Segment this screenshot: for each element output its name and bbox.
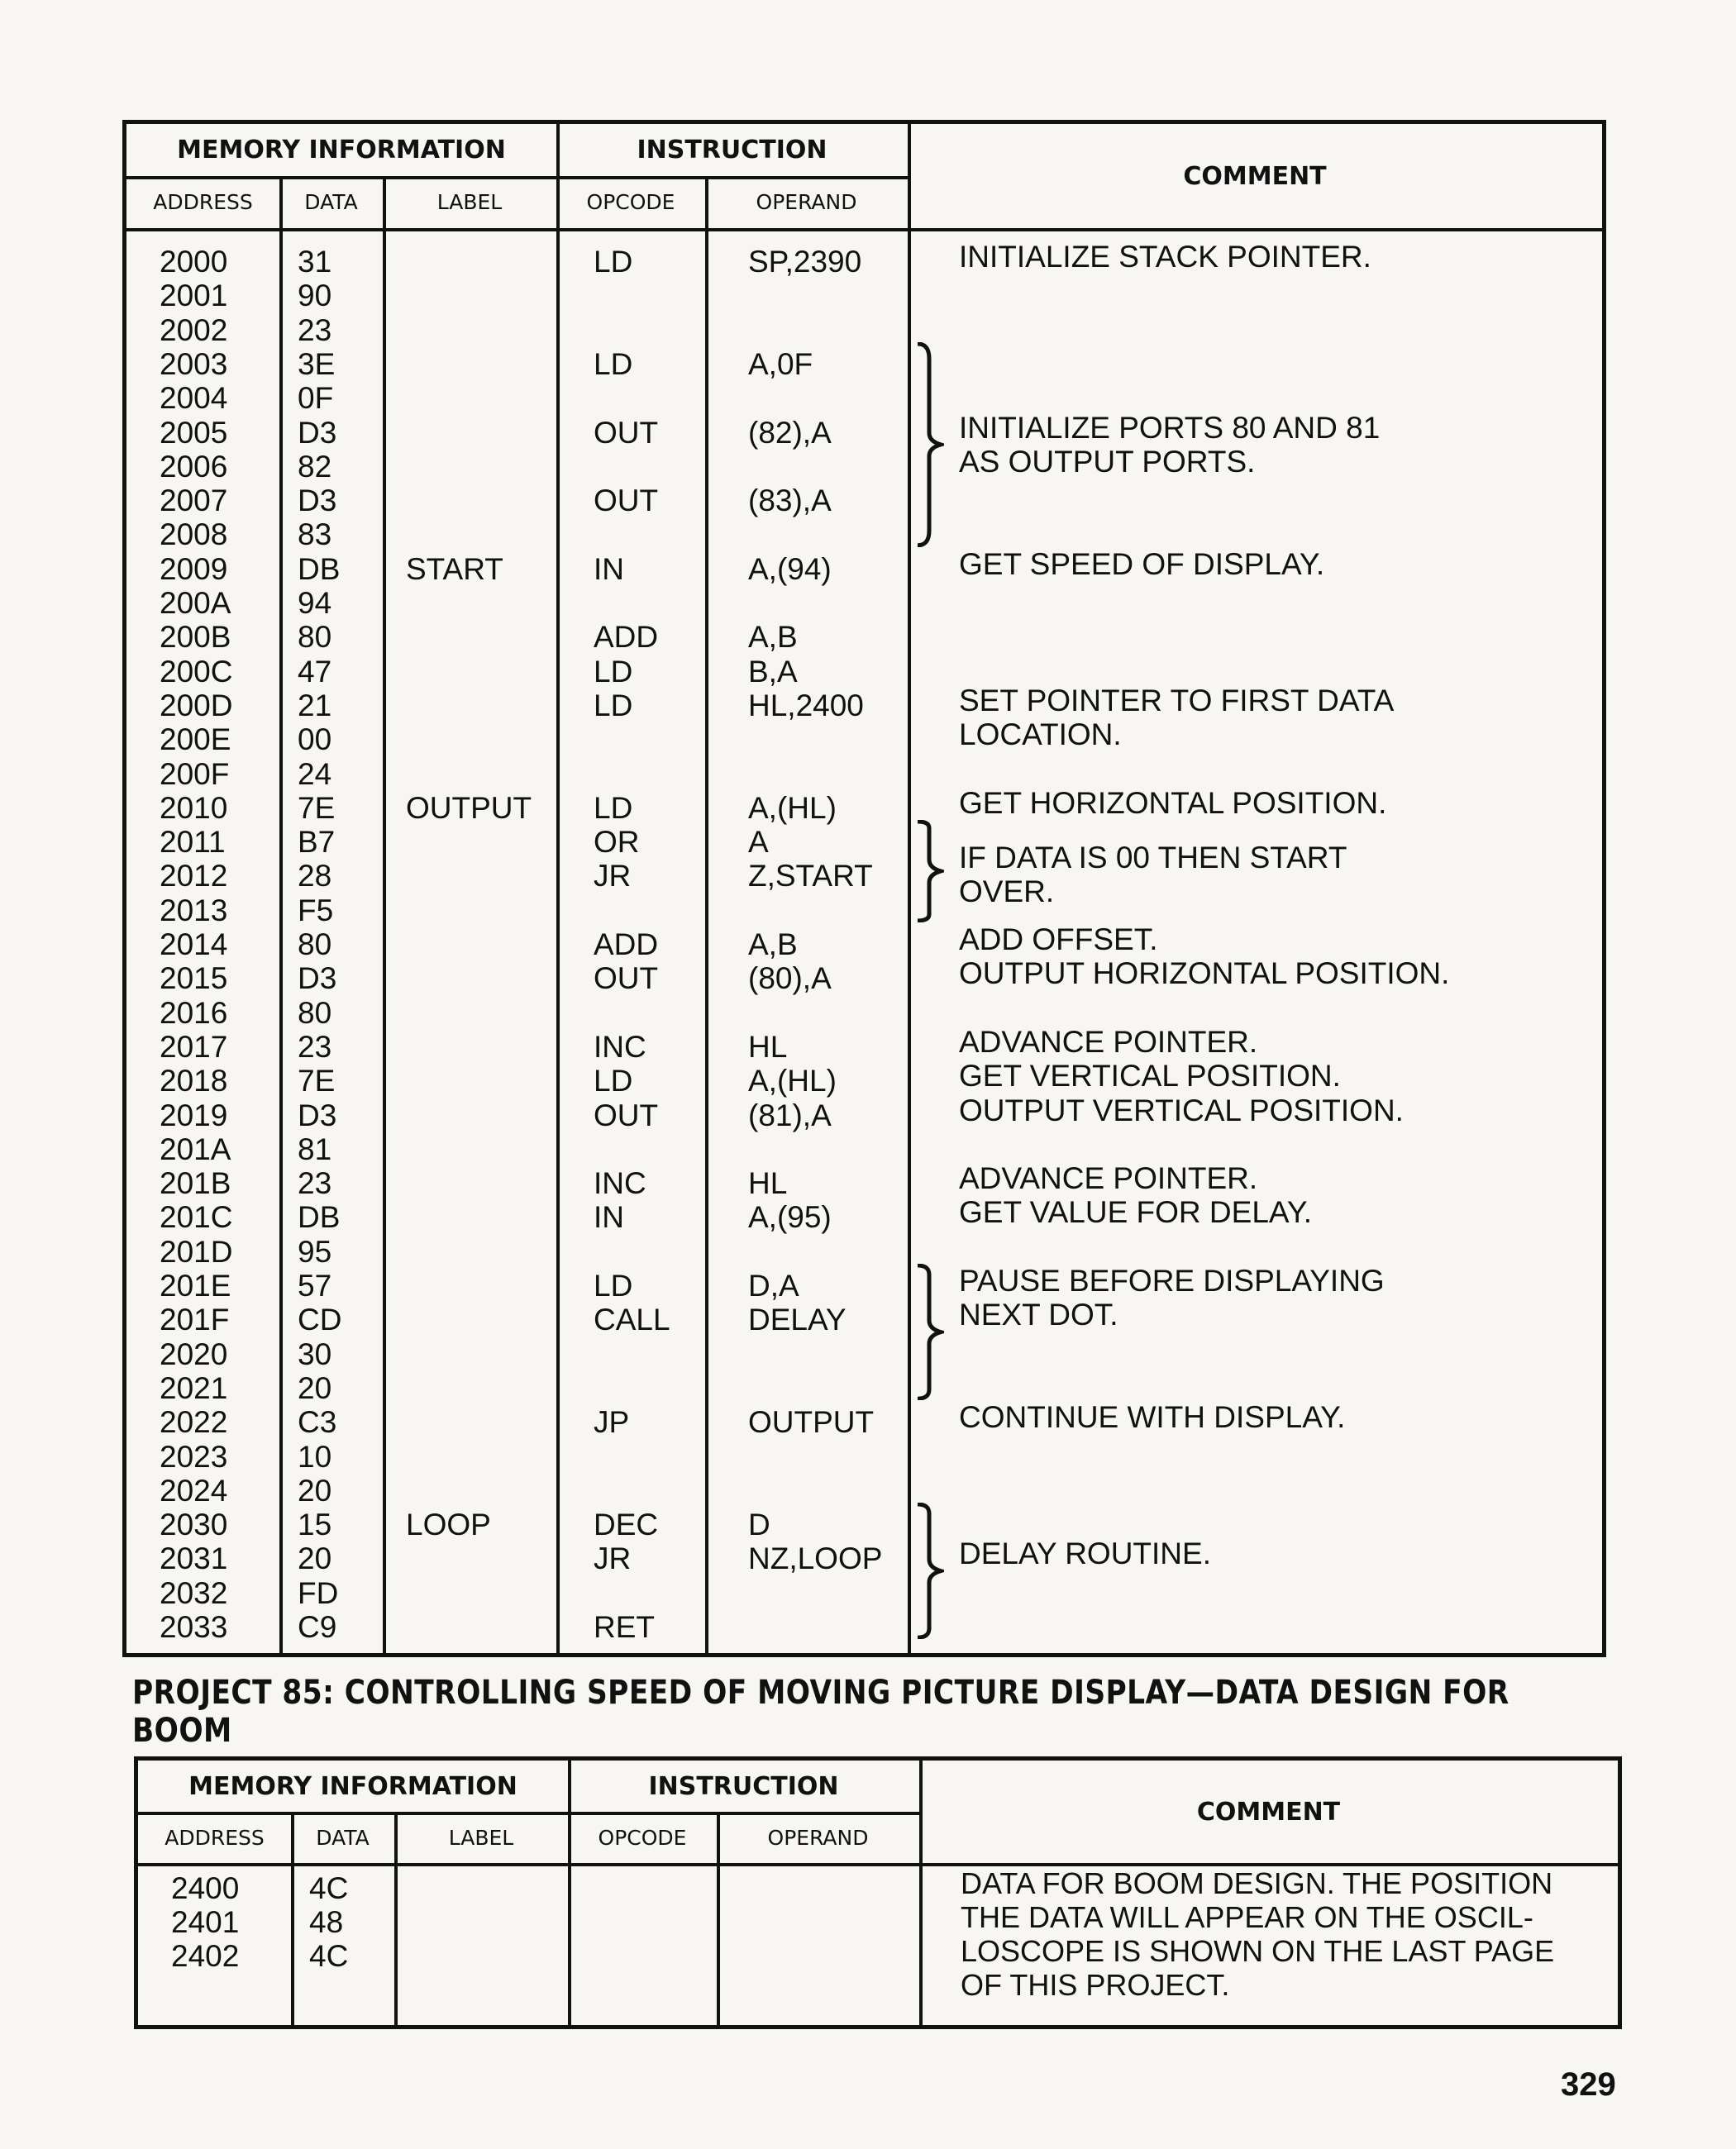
- t1-address-cell: 2009: [160, 551, 228, 586]
- t1-opcode-cell: INC: [594, 1166, 646, 1201]
- t1-comment-line: AS OUTPUT PORTS.: [959, 444, 1256, 479]
- t1-data-cell: 30: [298, 1337, 332, 1371]
- t1-data-cell: B7: [298, 825, 336, 860]
- t1-operand-cell: A,(HL): [748, 790, 837, 825]
- t1-address-header: ADDRESS: [153, 190, 253, 214]
- t1-operand-cell: A,0F: [748, 346, 813, 381]
- t1-operand-cell: SP,2390: [748, 245, 862, 279]
- t1-data-cell: 20: [298, 1370, 332, 1405]
- t1-col-rule-data-label: [383, 176, 386, 1653]
- t1-data-cell: D3: [298, 1098, 337, 1132]
- data-listing-table: [134, 1756, 1622, 2029]
- t1-data-cell: DB: [298, 1200, 341, 1235]
- t1-address-cell: 2021: [160, 1370, 228, 1405]
- t1-data-cell: 47: [298, 654, 332, 689]
- t1-comment-line: ADVANCE POINTER.: [959, 1024, 1258, 1059]
- t2-address-header: ADDRESS: [165, 1825, 265, 1850]
- t1-header-bottom-rule: [126, 228, 1602, 231]
- t1-address-cell: 2033: [160, 1610, 228, 1644]
- comment-brace: [916, 342, 944, 547]
- t1-opcode-cell: JR: [594, 1541, 632, 1576]
- t1-opcode-cell: LD: [594, 688, 633, 722]
- t1-data-cell: 20: [298, 1473, 332, 1508]
- t1-comment-line: ADD OFFSET.: [959, 922, 1158, 956]
- t1-opcode-cell: LD: [594, 790, 633, 825]
- t1-col-rule-label-opcode: [556, 124, 560, 1653]
- t1-operand-cell: (80),A: [748, 961, 832, 996]
- t1-data-cell: FD: [298, 1575, 339, 1610]
- project-title: PROJECT 85: CONTROLLING SPEED OF MOVING PICTURE DISPLAY—DATA DESIGN FOR BOOM: [132, 1674, 1509, 1750]
- t1-comment-line: INITIALIZE STACK POINTER.: [959, 240, 1371, 274]
- t1-opcode-cell: OR: [594, 825, 640, 860]
- t1-data-cell: 15: [298, 1508, 332, 1542]
- t1-opcode-cell: JR: [594, 859, 632, 893]
- t1-comment-line: LOCATION.: [959, 717, 1122, 751]
- t1-address-cell: 2003: [160, 346, 228, 381]
- t1-address-cell: 2012: [160, 859, 228, 893]
- t1-opcode-cell: LD: [594, 346, 633, 381]
- t1-data-cell: CD: [298, 1303, 342, 1337]
- t1-operand-cell: HL,2400: [748, 688, 864, 722]
- t1-comment-line: OUTPUT HORIZONTAL POSITION.: [959, 956, 1450, 991]
- t1-comment-header: COMMENT: [1183, 161, 1327, 191]
- t1-col-rule-opcode-operand: [705, 176, 708, 1653]
- t1-data-cell: 28: [298, 859, 332, 893]
- t1-address-cell: 200A: [160, 586, 231, 620]
- t1-col-rule-address-data: [279, 176, 283, 1653]
- t1-address-cell: 2010: [160, 790, 228, 825]
- t1-comment-line: PAUSE BEFORE DISPLAYING: [959, 1264, 1385, 1298]
- t1-data-cell: 00: [298, 722, 332, 757]
- t1-label-cell: OUTPUT: [406, 790, 532, 825]
- t1-data-cell: D3: [298, 961, 337, 996]
- t1-address-cell: 2005: [160, 415, 228, 450]
- t1-data-cell: 24: [298, 756, 332, 791]
- t1-data-cell: 31: [298, 245, 332, 279]
- t1-comment-line: OVER.: [959, 874, 1055, 908]
- t1-address-cell: 2004: [160, 381, 228, 416]
- t1-address-cell: 2001: [160, 279, 228, 313]
- t1-opcode-cell: DEC: [594, 1508, 659, 1542]
- t1-comment-line: OUTPUT VERTICAL POSITION.: [959, 1093, 1404, 1127]
- t1-operand-cell: A: [748, 825, 769, 860]
- t1-data-cell: F5: [298, 893, 334, 927]
- t1-opcode-header: OPCODE: [586, 190, 675, 214]
- t1-address-cell: 201D: [160, 1234, 233, 1269]
- t1-opcode-cell: LD: [594, 245, 633, 279]
- t1-data-cell: 3E: [298, 346, 336, 381]
- t1-data-cell: 7E: [298, 790, 336, 825]
- t2-comment-header: COMMENT: [1196, 1797, 1341, 1827]
- t2-label-header: LABEL: [448, 1825, 514, 1850]
- t1-address-cell: 200E: [160, 722, 231, 757]
- t2-data-cell: 4C: [309, 1939, 349, 1973]
- t1-data-cell: 94: [298, 586, 332, 620]
- t1-comment-line: NEXT DOT.: [959, 1298, 1118, 1332]
- t1-opcode-cell: ADD: [594, 927, 659, 961]
- t1-address-cell: 2031: [160, 1541, 228, 1576]
- t1-opcode-cell: LD: [594, 654, 633, 689]
- t1-address-cell: 2017: [160, 1029, 228, 1064]
- t1-data-cell: 23: [298, 1029, 332, 1064]
- t1-opcode-cell: CALL: [594, 1303, 670, 1337]
- t1-opcode-cell: INC: [594, 1029, 646, 1064]
- t1-operand-cell: A,(HL): [748, 1064, 837, 1098]
- t1-comment-line: DELAY ROUTINE.: [959, 1537, 1211, 1571]
- t2-comment-line: LOSCOPE IS SHOWN ON THE LAST PAGE: [961, 1934, 1555, 1968]
- t1-comment-line: GET HORIZONTAL POSITION.: [959, 785, 1387, 820]
- t2-data-cell: 4C: [309, 1871, 349, 1905]
- t1-address-cell: 2032: [160, 1575, 228, 1610]
- t1-operand-cell: (81),A: [748, 1098, 832, 1132]
- t1-address-cell: 2019: [160, 1098, 228, 1132]
- t1-operand-cell: HL: [748, 1166, 788, 1201]
- t1-operand-cell: A,B: [748, 620, 798, 655]
- t1-address-cell: 2000: [160, 245, 228, 279]
- t1-address-cell: 2007: [160, 484, 228, 518]
- t2-comment-line: DATA FOR BOOM DESIGN. THE POSITION: [961, 1866, 1553, 1900]
- t1-address-cell: 2013: [160, 893, 228, 927]
- t1-data-cell: 80: [298, 620, 332, 655]
- t1-data-cell: C3: [298, 1405, 337, 1440]
- t1-data-cell: 21: [298, 688, 332, 722]
- comment-brace: [916, 1264, 944, 1400]
- t1-operand-cell: OUTPUT: [748, 1405, 875, 1440]
- t1-operand-cell: D: [748, 1508, 770, 1542]
- t1-comment-line: ADVANCE POINTER.: [959, 1161, 1258, 1196]
- t1-operand-cell: A,(94): [748, 551, 832, 586]
- t1-address-cell: 201C: [160, 1200, 233, 1235]
- t1-data-cell: 23: [298, 1166, 332, 1201]
- t1-data-header: DATA: [304, 190, 358, 214]
- t1-label-header: LABEL: [436, 190, 503, 214]
- t1-opcode-cell: OUT: [594, 961, 659, 996]
- t1-data-cell: 82: [298, 449, 332, 484]
- t1-operand-cell: A,B: [748, 927, 798, 961]
- t1-data-cell: D3: [298, 484, 337, 518]
- t1-comment-line: GET VALUE FOR DELAY.: [959, 1195, 1313, 1230]
- t1-opcode-cell: OUT: [594, 1098, 659, 1132]
- t1-comment-line: GET SPEED OF DISPLAY.: [959, 546, 1325, 581]
- t2-opcode-header: OPCODE: [598, 1825, 687, 1850]
- t1-address-cell: 2014: [160, 927, 228, 961]
- t1-data-cell: D3: [298, 415, 337, 450]
- t1-opcode-cell: ADD: [594, 620, 659, 655]
- t1-data-cell: DB: [298, 551, 341, 586]
- t1-address-cell: 200D: [160, 688, 233, 722]
- t1-label-cell: LOOP: [406, 1508, 491, 1542]
- t1-operand-cell: A,(95): [748, 1200, 832, 1235]
- t1-opcode-cell: OUT: [594, 484, 659, 518]
- t2-memory-information-header: MEMORY INFORMATION: [188, 1771, 517, 1801]
- t1-opcode-cell: LD: [594, 1064, 633, 1098]
- t1-address-cell: 2018: [160, 1064, 228, 1098]
- t1-address-cell: 2030: [160, 1508, 228, 1542]
- t1-data-cell: 95: [298, 1234, 332, 1269]
- t1-operand-cell: DELAY: [748, 1303, 847, 1337]
- t1-data-cell: 90: [298, 279, 332, 313]
- t1-comment-line: IF DATA IS 00 THEN START: [959, 840, 1347, 874]
- t2-address-cell: 2402: [171, 1939, 240, 1973]
- t1-address-cell: 2016: [160, 995, 228, 1030]
- t1-address-cell: 2024: [160, 1473, 228, 1508]
- t2-instruction-header: INSTRUCTION: [648, 1771, 839, 1801]
- t1-data-cell: 0F: [298, 381, 334, 416]
- t1-operand-cell: (82),A: [748, 415, 832, 450]
- t1-data-cell: C9: [298, 1610, 337, 1644]
- comment-brace: [916, 820, 944, 922]
- t1-operand-cell: B,A: [748, 654, 798, 689]
- t1-address-cell: 2002: [160, 312, 228, 347]
- t1-operand-cell: D,A: [748, 1269, 799, 1303]
- t1-address-cell: 2020: [160, 1337, 228, 1371]
- t1-comment-line: SET POINTER TO FIRST DATA: [959, 683, 1395, 717]
- t1-opcode-cell: IN: [594, 1200, 624, 1235]
- t1-operand-cell: Z,START: [748, 859, 873, 893]
- t1-address-cell: 2023: [160, 1439, 228, 1474]
- t1-opcode-cell: LD: [594, 1269, 633, 1303]
- t1-operand-header: OPERAND: [756, 190, 857, 214]
- t2-address-cell: 2401: [171, 1905, 240, 1939]
- t1-data-cell: 81: [298, 1132, 332, 1166]
- t2-data-cell: 48: [309, 1905, 344, 1939]
- t1-comment-line: INITIALIZE PORTS 80 AND 81: [959, 410, 1381, 445]
- t1-address-cell: 201B: [160, 1166, 231, 1201]
- t1-label-cell: START: [406, 551, 503, 586]
- t1-address-cell: 201E: [160, 1269, 231, 1303]
- t1-address-cell: 2015: [160, 961, 228, 996]
- t1-data-cell: 80: [298, 995, 332, 1030]
- t1-data-cell: 10: [298, 1439, 332, 1474]
- t1-address-cell: 2011: [160, 825, 226, 860]
- t1-address-cell: 200B: [160, 620, 231, 655]
- t2-comment-line: THE DATA WILL APPEAR ON THE OSCIL-: [961, 1900, 1533, 1934]
- t1-opcode-cell: OUT: [594, 415, 659, 450]
- t2-data-header: DATA: [316, 1825, 370, 1850]
- t1-address-cell: 201A: [160, 1132, 231, 1166]
- t1-address-cell: 2008: [160, 517, 228, 552]
- t1-comment-line: GET VERTICAL POSITION.: [959, 1059, 1341, 1094]
- t1-opcode-cell: IN: [594, 551, 624, 586]
- t2-operand-header: OPERAND: [767, 1825, 869, 1850]
- t2-address-cell: 2400: [171, 1871, 240, 1905]
- t1-address-cell: 200F: [160, 756, 230, 791]
- t1-col-rule-instruction-comment: [908, 124, 911, 1653]
- t1-memory-information-header: MEMORY INFORMATION: [177, 136, 506, 164]
- t1-data-cell: 80: [298, 927, 332, 961]
- t1-address-cell: 201F: [160, 1303, 230, 1337]
- t1-operand-cell: (83),A: [748, 484, 832, 518]
- t2-comment-line: OF THIS PROJECT.: [961, 1968, 1230, 2002]
- t1-instruction-header: INSTRUCTION: [637, 136, 827, 164]
- program-listing-table: [122, 120, 1606, 1657]
- t1-data-cell: 23: [298, 312, 332, 347]
- page-number: 329: [1561, 2066, 1616, 2103]
- t1-data-cell: 83: [298, 517, 332, 552]
- comment-brace: [916, 1503, 944, 1639]
- t1-operand-cell: NZ,LOOP: [748, 1541, 883, 1576]
- t1-address-cell: 2022: [160, 1405, 228, 1440]
- t1-opcode-cell: RET: [594, 1610, 655, 1644]
- t1-address-cell: 2006: [160, 449, 228, 484]
- t1-data-cell: 7E: [298, 1064, 336, 1098]
- t1-opcode-cell: JP: [594, 1405, 630, 1440]
- t1-data-cell: 20: [298, 1541, 332, 1576]
- t1-operand-cell: HL: [748, 1029, 788, 1064]
- t1-comment-line: CONTINUE WITH DISPLAY.: [959, 1400, 1346, 1435]
- t1-address-cell: 200C: [160, 654, 233, 689]
- t1-data-cell: 57: [298, 1269, 332, 1303]
